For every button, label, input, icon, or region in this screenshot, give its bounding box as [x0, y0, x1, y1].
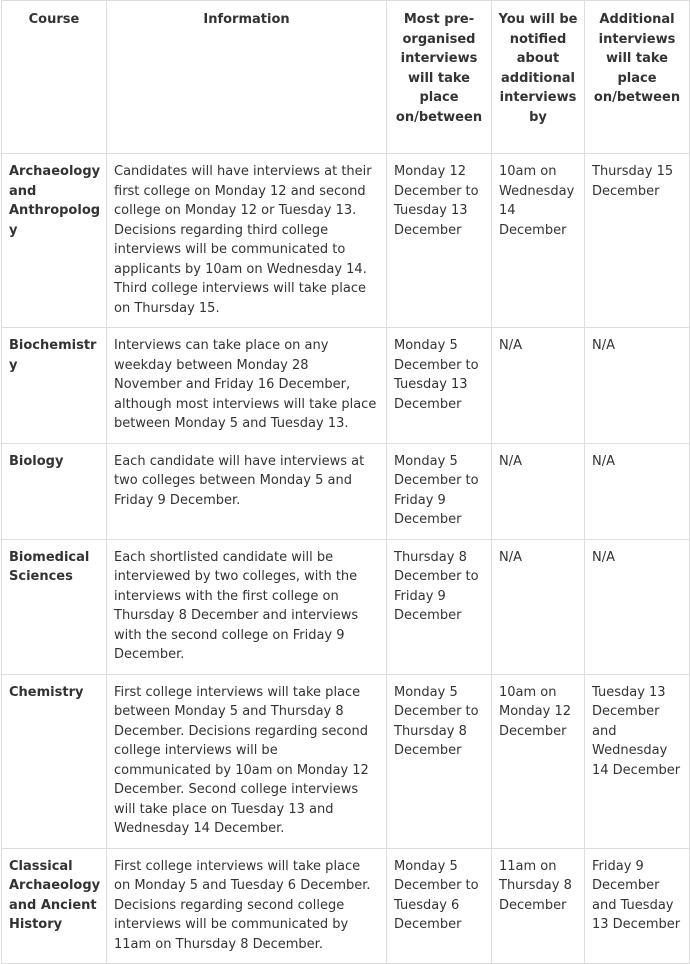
interview-schedule-table — [1, 0, 690, 964]
cell-course: Biomedical Sciences — [2, 539, 107, 674]
header-notified: You will be notified about additional interviews by — [492, 1, 585, 154]
table-row — [2, 539, 690, 674]
cell-course: Biochemistry — [2, 328, 107, 444]
header-additional: Additional interviews will take place on/between — [585, 1, 690, 154]
cell-information: Candidates will have interviews at their first college on Monday 12 and second college on Monday 12 or Tuesday 13. Decisions regarding third college interviews will be communicated to applicants by 10am on Wednesday 14. Third college interviews will take place on Thursday 15. — [107, 154, 387, 328]
table-row — [2, 674, 690, 848]
cell-additional: N/A — [585, 443, 690, 539]
cell-additional: Thursday 15 December — [585, 154, 690, 328]
cell-information: Each shortlisted candidate will be interviewed by two colleges, with the interviews with the first college on Thursday 8 December and interviews with the second college on Friday 9 December. — [107, 539, 387, 674]
cell-notified: 10am on Wednesday 14 December — [492, 154, 585, 328]
cell-course: Biology — [2, 443, 107, 539]
cell-pre-organised: Monday 5 December to Tuesday 13 December — [387, 328, 492, 444]
cell-pre-organised: Monday 5 December to Friday 9 December — [387, 443, 492, 539]
header-row — [2, 1, 690, 154]
cell-notified: N/A — [492, 539, 585, 674]
cell-additional: Friday 9 December and Tuesday 13 December — [585, 848, 690, 964]
cell-course: Chemistry — [2, 674, 107, 848]
header-course: Course — [2, 1, 107, 154]
table-row — [2, 154, 690, 328]
table-row — [2, 328, 690, 444]
cell-notified: N/A — [492, 328, 585, 444]
table-row — [2, 443, 690, 539]
cell-notified: N/A — [492, 443, 585, 539]
table-header — [2, 1, 690, 154]
cell-course: Archaeology and Anthropology — [2, 154, 107, 328]
cell-information: First college interviews will take place on Monday 5 and Tuesday 6 December. Decisions regarding second college interviews will be communicated by 11am on Thursday 8 December. — [107, 848, 387, 964]
cell-notified: 11am on Thursday 8 December — [492, 848, 585, 964]
header-information: Information — [107, 1, 387, 154]
cell-course: Classical Archaeology and Ancient History — [2, 848, 107, 964]
cell-additional: Tuesday 13 December and Wednesday 14 December — [585, 674, 690, 848]
cell-notified: 10am on Monday 12 December — [492, 674, 585, 848]
cell-additional: N/A — [585, 328, 690, 444]
cell-additional: N/A — [585, 539, 690, 674]
table-body — [2, 154, 690, 964]
cell-pre-organised: Monday 12 December to Tuesday 13 December — [387, 154, 492, 328]
table-row — [2, 848, 690, 964]
cell-pre-organised: Monday 5 December to Thursday 8 December — [387, 674, 492, 848]
header-pre-organised: Most pre-organised interviews will take place on/between — [387, 1, 492, 154]
cell-pre-organised: Thursday 8 December to Friday 9 December — [387, 539, 492, 674]
cell-information: Each candidate will have interviews at two colleges between Monday 5 and Friday 9 December. — [107, 443, 387, 539]
cell-information: Interviews can take place on any weekday between Monday 28 November and Friday 16 December, although most interviews will take place between Monday 5 and Tuesday 13. — [107, 328, 387, 444]
cell-pre-organised: Monday 5 December to Tuesday 6 December — [387, 848, 492, 964]
cell-information: First college interviews will take place between Monday 5 and Thursday 8 December. Decisions regarding second college interviews will be communicated by 10am on Monday 12 December. Second college interviews will take place on Tuesday 13 and Wednesday 14 December. — [107, 674, 387, 848]
